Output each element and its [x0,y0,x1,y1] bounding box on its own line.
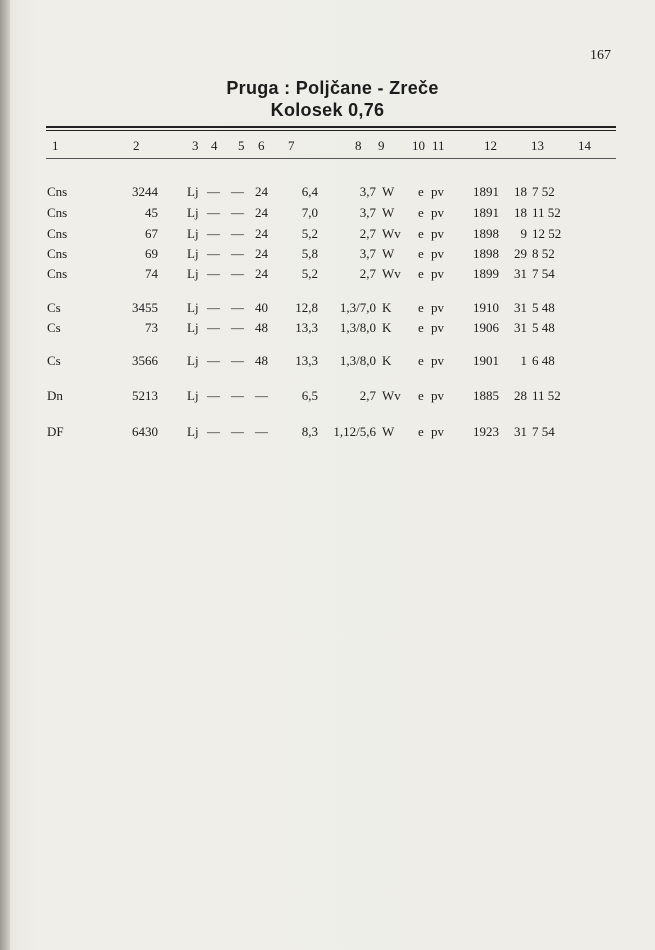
depot-cell: Lj [187,353,199,368]
year-cell: 1885 [473,388,499,403]
dash-cell: — [231,320,244,335]
light-cell: e [418,353,424,368]
light-cell: e [418,205,424,220]
table-row [0,388,655,408]
dash-cell: — [231,353,244,368]
date-cell: 8 52 [532,246,555,261]
number-cell: 3566 [132,353,158,368]
depot-cell: Lj [187,266,199,281]
weight-cell: 13,3 [295,353,318,368]
dash-cell: — [231,246,244,261]
date-cell: 7 54 [532,266,555,281]
revision-cell: 31 [514,300,527,315]
load-cell: 2,7 [359,266,376,281]
dash-cell: — [231,205,244,220]
type-cell: Cs [47,353,61,368]
seats-cell: 24 [255,205,268,220]
revision-cell: 31 [514,424,527,439]
seats-cell: — [255,388,268,403]
weight-cell: 8,3 [301,424,318,439]
load-cell: 3,7 [359,184,376,199]
revision-cell: 9 [520,226,527,241]
heating-cell: pv [431,320,444,335]
weight-cell: 7,0 [301,205,318,220]
type-cell: Cns [47,226,68,241]
number-cell: 73 [145,320,158,335]
weight-cell: 5,2 [301,226,318,241]
year-cell: 1910 [473,300,499,315]
dash-cell: — [207,300,220,315]
load-cell: 1,3/8,0 [339,320,376,335]
brake-cell: W [382,424,395,439]
load-cell: 1,12/5,6 [333,424,376,439]
year-cell: 1923 [473,424,499,439]
dash-cell: — [231,226,244,241]
table-row [0,300,655,320]
date-cell: 12 52 [532,226,562,241]
depot-cell: Lj [187,300,199,315]
revision-cell: 18 [514,184,527,199]
dash-cell: — [207,424,220,439]
light-cell: e [418,266,424,281]
column-header: 11 [432,138,445,153]
seats-cell: 24 [255,184,268,199]
column-header: 10 [412,138,425,153]
dash-cell: — [207,226,220,241]
weight-cell: 6,4 [301,184,318,199]
year-cell: 1898 [473,226,499,241]
table-row [0,184,655,204]
number-cell: 6430 [132,424,158,439]
load-cell: 1,3/7,0 [339,300,376,315]
weight-cell: 13,3 [295,320,318,335]
year-cell: 1891 [473,205,499,220]
heating-cell: pv [431,266,444,281]
number-cell: 67 [145,226,158,241]
weight-cell: 6,5 [301,388,318,403]
header-rule-top-thin [46,130,616,131]
type-cell: Cns [47,184,68,199]
table-row [0,424,655,444]
date-cell: 11 52 [532,205,561,220]
brake-cell: W [382,205,395,220]
load-cell: 3,7 [359,205,376,220]
seats-cell: 40 [255,300,268,315]
heating-cell: pv [431,246,444,261]
date-cell: 11 52 [532,388,561,403]
year-cell: 1901 [473,353,499,368]
number-cell: 3455 [132,300,158,315]
date-cell: 5 48 [532,320,555,335]
date-cell: 6 48 [532,353,555,368]
column-header: 6 [258,138,265,153]
load-cell: 2,7 [359,388,376,403]
light-cell: e [418,388,424,403]
table-row [0,246,655,266]
type-cell: Cs [47,320,61,335]
type-cell: Dn [47,388,63,403]
column-header: 4 [211,138,218,153]
depot-cell: Lj [187,424,199,439]
depot-cell: Lj [187,205,199,220]
dash-cell: — [231,300,244,315]
weight-cell: 12,8 [295,300,318,315]
type-cell: Cns [47,246,68,261]
number-cell: 69 [145,246,158,261]
brake-cell: K [382,353,392,368]
dash-cell: — [231,388,244,403]
revision-cell: 1 [520,353,527,368]
dash-cell: — [207,184,220,199]
revision-cell: 31 [514,266,527,281]
type-cell: DF [47,424,64,439]
table-row [0,205,655,225]
light-cell: e [418,424,424,439]
column-header: 14 [578,138,591,153]
seats-cell: 24 [255,246,268,261]
year-cell: 1891 [473,184,499,199]
header-rule-top [46,126,616,128]
dash-cell: — [207,266,220,281]
type-cell: Cns [47,266,68,281]
brake-cell: K [382,300,392,315]
dash-cell: — [207,353,220,368]
depot-cell: Lj [187,184,199,199]
light-cell: e [418,300,424,315]
depot-cell: Lj [187,226,199,241]
heating-cell: pv [431,184,444,199]
seats-cell: 48 [255,353,268,368]
light-cell: e [418,184,424,199]
number-cell: 5213 [132,388,158,403]
column-header: 5 [238,138,245,153]
number-cell: 45 [145,205,158,220]
number-cell: 3244 [132,184,158,199]
year-cell: 1899 [473,266,499,281]
weight-cell: 5,2 [301,266,318,281]
dash-cell: — [207,205,220,220]
type-cell: Cs [47,300,61,315]
seats-cell: 24 [255,266,268,281]
dash-cell: — [231,424,244,439]
load-cell: 1,3/8,0 [339,353,376,368]
column-header: 8 [355,138,362,153]
depot-cell: Lj [187,246,199,261]
table-row [0,320,655,340]
brake-cell: W [382,246,395,261]
heating-cell: pv [431,388,444,403]
brake-cell: W [382,184,395,199]
revision-cell: 18 [514,205,527,220]
column-header: 3 [192,138,199,153]
heating-cell: pv [431,205,444,220]
heating-cell: pv [431,353,444,368]
book-spine-shadow [0,0,10,950]
date-cell: 7 54 [532,424,555,439]
year-cell: 1906 [473,320,499,335]
column-header: 1 [52,138,59,153]
column-header: 12 [484,138,497,153]
column-header: 7 [288,138,295,153]
weight-cell: 5,8 [301,246,318,261]
revision-cell: 28 [514,388,527,403]
page-subtitle: Kolosek 0,76 [270,100,385,120]
date-cell: 7 52 [532,184,555,199]
dash-cell: — [207,246,220,261]
date-cell: 5 48 [532,300,555,315]
dash-cell: — [231,184,244,199]
type-cell: Cns [47,205,68,220]
number-cell: 74 [145,266,158,281]
load-cell: 3,7 [359,246,376,261]
year-cell: 1898 [473,246,499,261]
column-header: 9 [378,138,385,153]
brake-cell: Wv [382,226,401,241]
dash-cell: — [231,266,244,281]
table-row [0,266,655,286]
seats-cell: — [255,424,268,439]
seats-cell: 48 [255,320,268,335]
heating-cell: pv [431,424,444,439]
page-title: Pruga : Poljčane - Zreče [226,78,439,98]
column-header: 2 [133,138,140,153]
table-row [0,353,655,373]
light-cell: e [418,320,424,335]
header-rule-bottom [46,158,616,159]
revision-cell: 31 [514,320,527,335]
column-header: 13 [531,138,544,153]
table-row [0,226,655,246]
page-number: 167 [590,48,611,63]
dash-cell: — [207,388,220,403]
revision-cell: 29 [514,246,527,261]
heating-cell: pv [431,300,444,315]
light-cell: e [418,226,424,241]
seats-cell: 24 [255,226,268,241]
depot-cell: Lj [187,320,199,335]
dash-cell: — [207,320,220,335]
load-cell: 2,7 [359,226,376,241]
brake-cell: K [382,320,392,335]
heating-cell: pv [431,226,444,241]
depot-cell: Lj [187,388,199,403]
light-cell: e [418,246,424,261]
brake-cell: Wv [382,266,401,281]
brake-cell: Wv [382,388,401,403]
